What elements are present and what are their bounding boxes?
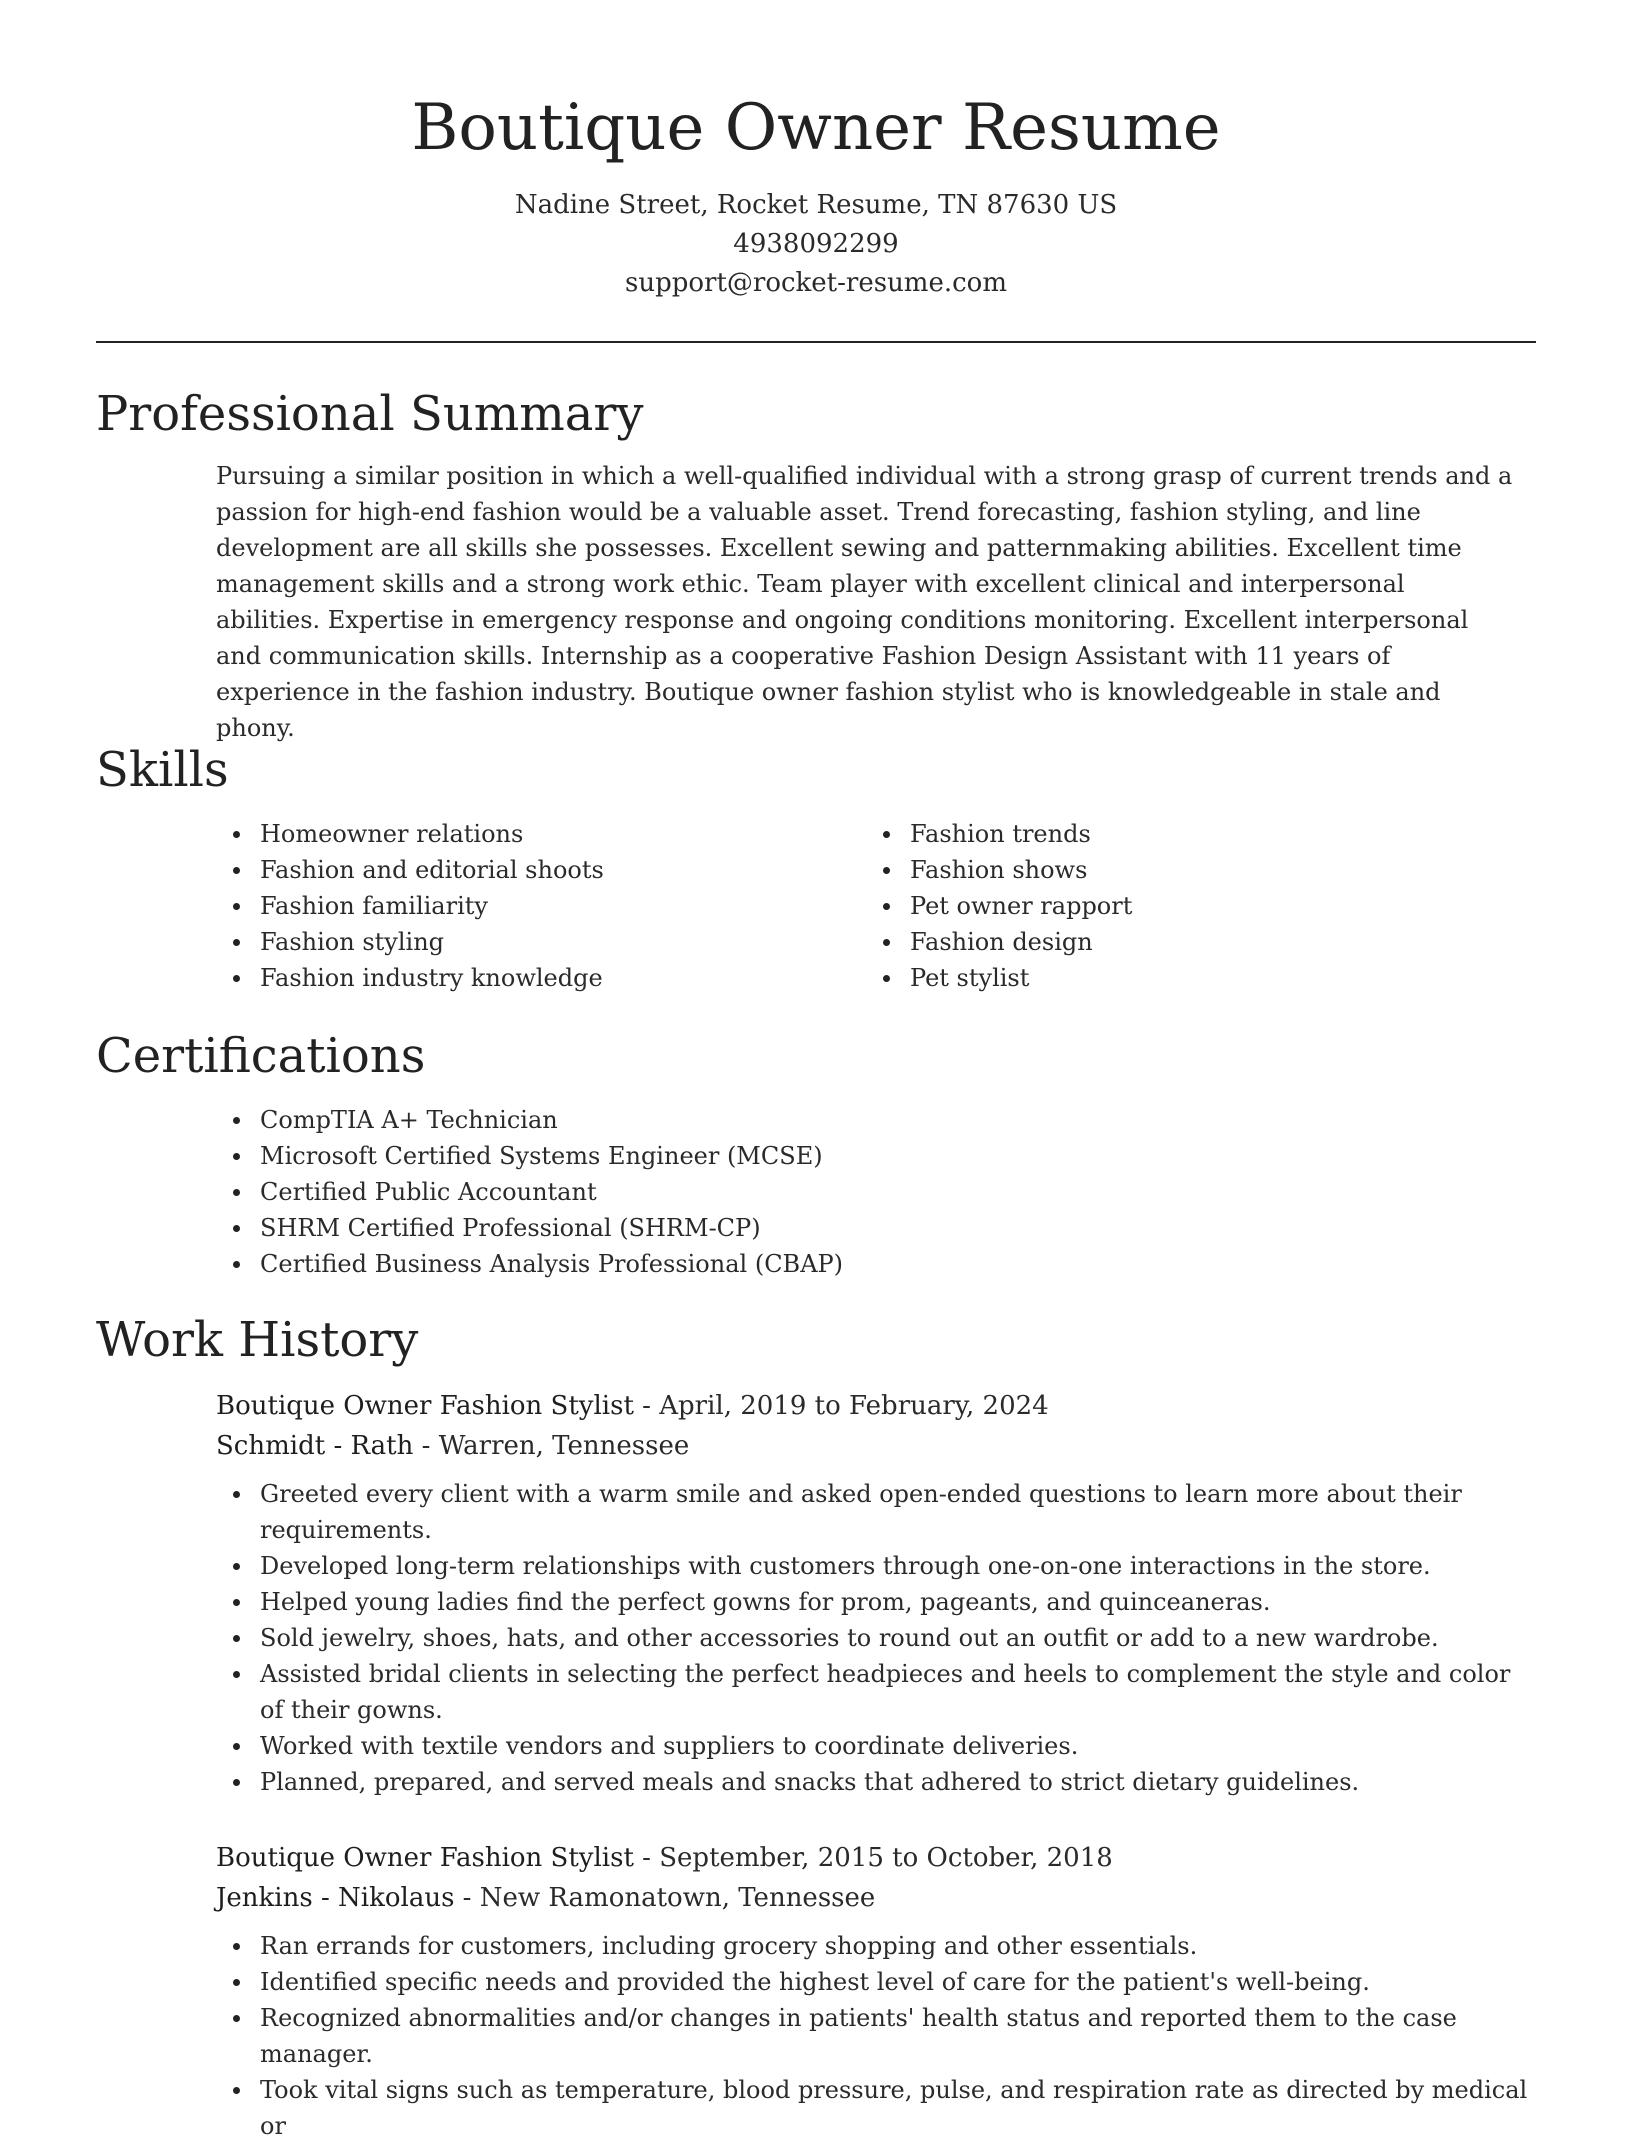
job-bullet: Greeted every client with a warm smile and asked open-ended questions to learn more about their requirements. [216,1476,1536,1548]
job-1-title: Boutique Owner Fashion Stylist [216,1391,634,1421]
header-divider [96,341,1536,343]
skill-item: Pet stylist [866,960,1516,996]
job-1-location: - Warren, Tennessee [413,1431,690,1461]
skills-heading: Skills [96,742,229,798]
certification-item: Certified Public Accountant [216,1174,1536,1210]
page-title: Boutique Owner Resume [411,91,1221,165]
contact-phone: 4938092299 [733,229,899,259]
certification-item: CompTIA A+ Technician [216,1102,1536,1138]
job-entry-1 [96,1386,1536,1800]
job-bullet: Planned, prepared, and served meals and snacks that adhered to strict dietary guidelines. [216,1764,1536,1800]
job-1-company-line [216,1426,1536,1466]
job-1-company: Schmidt - Rath [216,1431,414,1461]
job-bullet: Helped young ladies find the perfect gowns for prom, pageants, and quinceaneras. [216,1584,1536,1620]
contact-info [0,186,1632,303]
skills-list-left [216,816,866,996]
skill-item: Fashion styling [216,924,866,960]
job-1-dates: - April, 2019 to February, 2024 [633,1391,1049,1421]
work-history-section [96,1310,1536,1370]
skills-columns [216,816,1536,996]
summary-heading: Professional Summary [96,386,644,442]
job-2-company: Jenkins - Nikolaus [216,1883,455,1913]
skill-item: Fashion shows [866,852,1516,888]
job-2-company-line [216,1878,1536,1918]
work-history-heading: Work History [96,1312,419,1368]
job-bullet: Recognized abnormalities and/or changes in patients' health status and reported them to the case manager. [216,2000,1536,2072]
job-bullet: Worked with textile vendors and suppliers to coordinate deliveries. [216,1728,1536,1764]
certification-item: SHRM Certified Professional (SHRM-CP) [216,1210,1536,1246]
certifications-section [96,1026,1536,1282]
job-1-title-line [216,1386,1536,1426]
job-bullet: Took vital signs such as temperature, blood pressure, pulse, and respiration rate as directed by medical or [216,2072,1536,2144]
job-2-title: Boutique Owner Fashion Stylist [216,1843,634,1873]
job-2-details [216,1838,1536,2144]
skills-section [96,740,1536,996]
job-bullet: Developed long-term relationships with customers through one-on-one interactions in the store. [216,1548,1536,1584]
certifications-list [216,1102,1536,1282]
job-bullet: Ran errands for customers, including grocery shopping and other essentials. [216,1928,1536,1964]
job-2-dates: - September, 2015 to October, 2018 [633,1843,1113,1873]
job-bullet: Assisted bridal clients in selecting the perfect headpieces and heels to complement the style and color of their gowns. [216,1656,1536,1728]
job-2-title-line [216,1838,1536,1878]
contact-address: Nadine Street, Rocket Resume, TN 87630 US [514,190,1118,220]
certifications-heading: Certifications [96,1028,426,1084]
skill-item: Fashion and editorial shoots [216,852,866,888]
summary-section [96,384,1536,746]
skill-item: Homeowner relations [216,816,866,852]
job-entry-2 [96,1838,1536,2144]
skill-item: Fashion industry knowledge [216,960,866,996]
skill-item: Fashion design [866,924,1516,960]
job-1-details [216,1386,1536,1800]
skill-item: Fashion trends [866,816,1516,852]
job-bullet: Sold jewelry, shoes, hats, and other accessories to round out an outfit or add to a new wardrobe. [216,1620,1536,1656]
skill-item: Pet owner rapport [866,888,1516,924]
summary-text: Pursuing a similar position in which a well-qualified individual with a strong grasp of current trends and a passion for high-end fashion would be a valuable asset. Trend forecasting, fashion styling, and line development are all skills she possesses. Excellent sewing and patternmaking abilities. Excellent time management skills and a strong work ethic. Team player with excellent clinical and interpersonal abilities. Expertise in emergency response and ongoing conditions monitoring. Excellent interpersonal and communication skills. Internship as a cooperative Fashion Design Assistant with 11 years of experience in the fashion industry. Boutique owner fashion stylist who is knowledgeable in stale and phony. [216,462,1513,742]
certification-item: Certified Business Analysis Professional (CBAP) [216,1246,1536,1282]
contact-email: support@rocket-resume.com [624,268,1007,298]
job-bullet: Identified specific needs and provided the highest level of care for the patient's well-being. [216,1964,1536,2000]
skills-list-right [866,816,1516,996]
job-2-location: - New Ramonatown, Tennessee [454,1883,876,1913]
certification-item: Microsoft Certified Systems Engineer (MCSE) [216,1138,1536,1174]
job-1-bullets [216,1476,1536,1800]
skill-item: Fashion familiarity [216,888,866,924]
resume-header [0,0,1632,303]
